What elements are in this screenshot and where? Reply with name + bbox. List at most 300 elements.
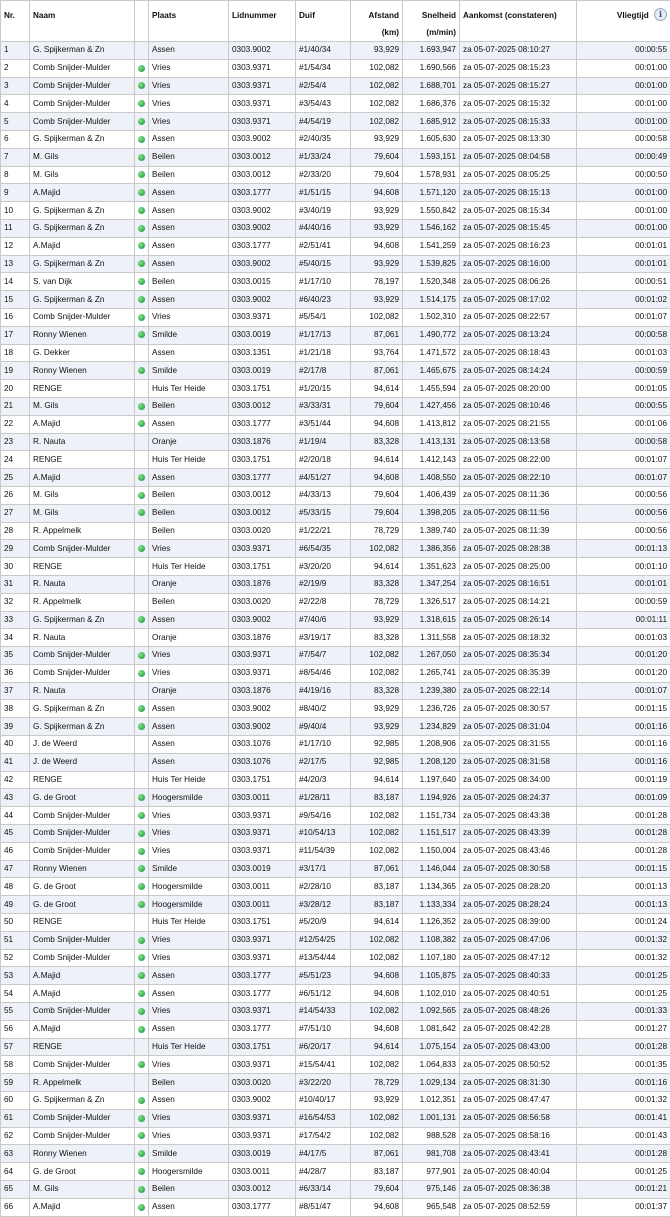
cell-afstand: 93,764 <box>351 344 403 362</box>
cell-nr: 38 <box>1 700 30 718</box>
cell-naam: Comb Snijder-Mulder <box>30 664 135 682</box>
table-row[interactable] <box>1 184 670 202</box>
cell-plaats: Vries <box>149 842 229 860</box>
cell-aankomst: za 05-07-2025 08:35:39 <box>460 664 577 682</box>
cell-vliegtijd: 00:00:58 <box>577 326 670 344</box>
cell-status <box>135 860 149 878</box>
table-row[interactable] <box>1 469 670 487</box>
cell-lidnummer: 0303.9371 <box>229 308 296 326</box>
cell-duif: #6/20/17 <box>296 1038 351 1056</box>
table-row[interactable] <box>1 807 670 825</box>
status-dot-icon <box>138 171 145 178</box>
cell-nr: 12 <box>1 237 30 255</box>
cell-vliegtijd: 00:01:11 <box>577 611 670 629</box>
cell-naam: Comb Snijder-Mulder <box>30 1109 135 1127</box>
cell-vliegtijd: 00:01:32 <box>577 949 670 967</box>
cell-duif: #14/54/33 <box>296 1003 351 1021</box>
cell-status <box>135 700 149 718</box>
table-row[interactable] <box>1 1003 670 1021</box>
cell-snelheid: 1.234,829 <box>403 718 460 736</box>
cell-plaats: Beilen <box>149 148 229 166</box>
table-row[interactable] <box>1 789 670 807</box>
cell-plaats: Beilen <box>149 486 229 504</box>
cell-naam: R. Nauta <box>30 682 135 700</box>
cell-lidnummer: 0303.9371 <box>229 95 296 113</box>
cell-nr: 16 <box>1 308 30 326</box>
cell-naam: G. Spijkerman & Zn <box>30 1092 135 1110</box>
cell-plaats: Assen <box>149 130 229 148</box>
cell-status <box>135 130 149 148</box>
table-row[interactable] <box>1 1127 670 1145</box>
cell-naam: Ronny Wienen <box>30 362 135 380</box>
cell-naam: G. Spijkerman & Zn <box>30 219 135 237</box>
cell-status <box>135 184 149 202</box>
cell-nr: 7 <box>1 148 30 166</box>
cell-nr: 9 <box>1 184 30 202</box>
cell-snelheid: 1.546,162 <box>403 219 460 237</box>
table-row[interactable] <box>1 59 670 77</box>
cell-snelheid: 1.550,842 <box>403 202 460 220</box>
cell-lidnummer: 0303.9371 <box>229 1109 296 1127</box>
cell-vliegtijd: 00:01:09 <box>577 789 670 807</box>
cell-nr: 2 <box>1 59 30 77</box>
cell-plaats: Beilen <box>149 504 229 522</box>
cell-vliegtijd: 00:01:35 <box>577 1056 670 1074</box>
cell-lidnummer: 0303.9002 <box>229 611 296 629</box>
cell-status <box>135 540 149 558</box>
table-row[interactable] <box>1 575 670 593</box>
cell-snelheid: 1.686,376 <box>403 95 460 113</box>
cell-plaats: Vries <box>149 949 229 967</box>
snelheid-label: Snelheid <box>422 11 456 20</box>
cell-status <box>135 896 149 914</box>
cell-nr: 35 <box>1 647 30 665</box>
table-row[interactable] <box>1 95 670 113</box>
table-row[interactable] <box>1 202 670 220</box>
cell-lidnummer: 0303.9002 <box>229 700 296 718</box>
table-row[interactable] <box>1 647 670 665</box>
cell-naam: Ronny Wienen <box>30 860 135 878</box>
table-row[interactable] <box>1 985 670 1003</box>
cell-naam: Comb Snijder-Mulder <box>30 1127 135 1145</box>
cell-aankomst: za 05-07-2025 08:50:52 <box>460 1056 577 1074</box>
cell-aankomst: za 05-07-2025 08:15:34 <box>460 202 577 220</box>
cell-plaats: Smilde <box>149 326 229 344</box>
cell-nr: 50 <box>1 914 30 932</box>
cell-nr: 54 <box>1 985 30 1003</box>
table-row[interactable] <box>1 664 670 682</box>
cell-lidnummer: 0303.0011 <box>229 878 296 896</box>
column-header-nr[interactable]: Nr. <box>1 1 30 42</box>
cell-plaats: Assen <box>149 753 229 771</box>
cell-duif: #3/33/31 <box>296 397 351 415</box>
cell-vliegtijd: 00:01:25 <box>577 967 670 985</box>
table-row[interactable] <box>1 558 670 576</box>
cell-naam: G. Dekker <box>30 344 135 362</box>
cell-afstand: 93,929 <box>351 219 403 237</box>
cell-nr: 15 <box>1 291 30 309</box>
cell-snelheid: 1.685,912 <box>403 113 460 131</box>
cell-vliegtijd: 00:01:07 <box>577 682 670 700</box>
cell-afstand: 94,608 <box>351 967 403 985</box>
table-row[interactable] <box>1 522 670 540</box>
cell-nr: 19 <box>1 362 30 380</box>
table-row[interactable] <box>1 842 670 860</box>
cell-plaats: Assen <box>149 700 229 718</box>
cell-lidnummer: 0303.0019 <box>229 362 296 380</box>
status-dot-icon <box>138 331 145 338</box>
status-dot-icon <box>138 82 145 89</box>
cell-status <box>135 629 149 647</box>
cell-snelheid: 1.398,205 <box>403 504 460 522</box>
cell-snelheid: 1.064,833 <box>403 1056 460 1074</box>
cell-duif: #3/22/20 <box>296 1074 351 1092</box>
table-header-row <box>1 1 670 42</box>
cell-lidnummer: 0303.9002 <box>229 255 296 273</box>
cell-snelheid: 1.134,365 <box>403 878 460 896</box>
cell-plaats: Smilde <box>149 1145 229 1163</box>
table-row[interactable] <box>1 914 670 932</box>
status-dot-icon <box>138 545 145 552</box>
table-row[interactable] <box>1 878 670 896</box>
cell-naam: A.Majid <box>30 1020 135 1038</box>
cell-naam: Comb Snijder-Mulder <box>30 1056 135 1074</box>
cell-lidnummer: 0303.0012 <box>229 397 296 415</box>
status-dot-icon <box>138 616 145 623</box>
table-row[interactable] <box>1 1163 670 1181</box>
cell-aankomst: za 05-07-2025 08:31:30 <box>460 1074 577 1092</box>
cell-vliegtijd: 00:01:01 <box>577 255 670 273</box>
cell-duif: #4/54/19 <box>296 113 351 131</box>
cell-afstand: 94,614 <box>351 771 403 789</box>
cell-status <box>135 42 149 60</box>
table-row[interactable] <box>1 1145 670 1163</box>
cell-vliegtijd: 00:01:37 <box>577 1198 670 1216</box>
cell-aankomst: za 05-07-2025 08:48:26 <box>460 1003 577 1021</box>
cell-status <box>135 433 149 451</box>
cell-plaats: Vries <box>149 1127 229 1145</box>
cell-lidnummer: 0303.9002 <box>229 130 296 148</box>
cell-nr: 11 <box>1 219 30 237</box>
table-row[interactable] <box>1 77 670 95</box>
cell-lidnummer: 0303.9002 <box>229 718 296 736</box>
cell-vliegtijd: 00:01:00 <box>577 202 670 220</box>
cell-vliegtijd: 00:01:07 <box>577 469 670 487</box>
cell-vliegtijd: 00:01:25 <box>577 1163 670 1181</box>
column-header-aankomst[interactable]: Aankomst (constateren) <box>460 1 577 42</box>
cell-lidnummer: 0303.1777 <box>229 967 296 985</box>
cell-afstand: 78,197 <box>351 273 403 291</box>
cell-lidnummer: 0303.9371 <box>229 647 296 665</box>
cell-lidnummer: 0303.9002 <box>229 291 296 309</box>
cell-vliegtijd: 00:01:10 <box>577 558 670 576</box>
cell-naam: Comb Snijder-Mulder <box>30 931 135 949</box>
cell-aankomst: za 05-07-2025 08:58:16 <box>460 1127 577 1145</box>
cell-snelheid: 1.347,254 <box>403 575 460 593</box>
cell-vliegtijd: 00:01:13 <box>577 878 670 896</box>
cell-vliegtijd: 00:01:03 <box>577 344 670 362</box>
status-dot-icon <box>138 830 145 837</box>
table-row[interactable] <box>1 1092 670 1110</box>
cell-duif: #4/40/16 <box>296 219 351 237</box>
cell-vliegtijd: 00:00:58 <box>577 433 670 451</box>
table-row[interactable] <box>1 397 670 415</box>
table-row[interactable] <box>1 611 670 629</box>
cell-status <box>135 593 149 611</box>
table-row[interactable] <box>1 1020 670 1038</box>
cell-lidnummer: 0303.1751 <box>229 1038 296 1056</box>
cell-status <box>135 1038 149 1056</box>
table-row[interactable] <box>1 1056 670 1074</box>
cell-aankomst: za 05-07-2025 08:22:14 <box>460 682 577 700</box>
cell-nr: 41 <box>1 753 30 771</box>
status-dot-icon <box>138 705 145 712</box>
cell-duif: #1/17/13 <box>296 326 351 344</box>
table-row[interactable] <box>1 1181 670 1199</box>
table-row[interactable] <box>1 1038 670 1056</box>
cell-afstand: 93,929 <box>351 202 403 220</box>
cell-vliegtijd: 00:00:59 <box>577 593 670 611</box>
table-row[interactable] <box>1 166 670 184</box>
cell-aankomst: za 05-07-2025 08:11:56 <box>460 504 577 522</box>
cell-aankomst: za 05-07-2025 08:15:13 <box>460 184 577 202</box>
cell-aankomst: za 05-07-2025 08:35:34 <box>460 647 577 665</box>
cell-status <box>135 95 149 113</box>
table-row[interactable] <box>1 362 670 380</box>
cell-naam: J. de Weerd <box>30 753 135 771</box>
cell-aankomst: za 05-07-2025 08:17:02 <box>460 291 577 309</box>
table-row[interactable] <box>1 931 670 949</box>
cell-snelheid: 1.389,740 <box>403 522 460 540</box>
cell-afstand: 93,929 <box>351 42 403 60</box>
table-row[interactable] <box>1 291 670 309</box>
cell-afstand: 79,604 <box>351 166 403 184</box>
cell-afstand: 87,061 <box>351 1145 403 1163</box>
status-dot-icon <box>138 100 145 107</box>
cell-naam: R. Nauta <box>30 575 135 593</box>
cell-lidnummer: 0303.1777 <box>229 237 296 255</box>
cell-afstand: 87,061 <box>351 860 403 878</box>
table-row[interactable] <box>1 771 670 789</box>
table-row[interactable] <box>1 896 670 914</box>
cell-duif: #1/19/4 <box>296 433 351 451</box>
cell-plaats: Vries <box>149 1056 229 1074</box>
cell-snelheid: 1.126,352 <box>403 914 460 932</box>
cell-nr: 28 <box>1 522 30 540</box>
cell-nr: 37 <box>1 682 30 700</box>
cell-naam: A.Majid <box>30 237 135 255</box>
status-dot-icon <box>138 723 145 730</box>
cell-vliegtijd: 00:01:05 <box>577 380 670 398</box>
cell-lidnummer: 0303.9371 <box>229 77 296 95</box>
cell-duif: #3/17/1 <box>296 860 351 878</box>
cell-status <box>135 682 149 700</box>
cell-vliegtijd: 00:01:02 <box>577 291 670 309</box>
cell-duif: #2/19/9 <box>296 575 351 593</box>
table-row[interactable] <box>1 113 670 131</box>
cell-naam: A.Majid <box>30 1198 135 1216</box>
cell-nr: 66 <box>1 1198 30 1216</box>
cell-vliegtijd: 00:01:32 <box>577 931 670 949</box>
cell-afstand: 94,614 <box>351 1038 403 1056</box>
cell-plaats: Vries <box>149 77 229 95</box>
cell-plaats: Assen <box>149 237 229 255</box>
table-row[interactable] <box>1 682 670 700</box>
column-header-plaats[interactable]: Plaats <box>149 1 229 42</box>
cell-afstand: 102,082 <box>351 1127 403 1145</box>
cell-afstand: 94,614 <box>351 914 403 932</box>
table-row[interactable] <box>1 700 670 718</box>
cell-naam: Comb Snijder-Mulder <box>30 113 135 131</box>
status-dot-icon <box>138 296 145 303</box>
table-row[interactable] <box>1 326 670 344</box>
table-row[interactable] <box>1 237 670 255</box>
column-header-snelheid[interactable] <box>403 1 460 42</box>
cell-lidnummer: 0303.9371 <box>229 59 296 77</box>
cell-naam: R. Nauta <box>30 629 135 647</box>
table-row[interactable] <box>1 1074 670 1092</box>
column-header-vliegtijd[interactable] <box>577 1 670 42</box>
cell-naam: R. Appelmelk <box>30 593 135 611</box>
cell-afstand: 94,608 <box>351 237 403 255</box>
cell-naam: Comb Snijder-Mulder <box>30 807 135 825</box>
table-row[interactable] <box>1 504 670 522</box>
table-row[interactable] <box>1 593 670 611</box>
cell-aankomst: za 05-07-2025 08:31:55 <box>460 736 577 754</box>
cell-status <box>135 451 149 469</box>
cell-snelheid: 988,528 <box>403 1127 460 1145</box>
status-dot-icon <box>138 1168 145 1175</box>
cell-vliegtijd: 00:01:00 <box>577 113 670 131</box>
cell-aankomst: za 05-07-2025 08:22:57 <box>460 308 577 326</box>
cell-afstand: 93,929 <box>351 611 403 629</box>
table-row[interactable] <box>1 967 670 985</box>
table-row[interactable] <box>1 308 670 326</box>
cell-nr: 59 <box>1 1074 30 1092</box>
cell-status <box>135 825 149 843</box>
cell-lidnummer: 0303.0012 <box>229 166 296 184</box>
table-row[interactable] <box>1 1109 670 1127</box>
cell-duif: #8/54/46 <box>296 664 351 682</box>
cell-afstand: 102,082 <box>351 931 403 949</box>
cell-status <box>135 1198 149 1216</box>
cell-naam: Ronny Wienen <box>30 326 135 344</box>
cell-lidnummer: 0303.9371 <box>229 949 296 967</box>
cell-snelheid: 1.386,356 <box>403 540 460 558</box>
cell-lidnummer: 0303.9371 <box>229 540 296 558</box>
cell-snelheid: 1.208,120 <box>403 753 460 771</box>
cell-naam: Comb Snijder-Mulder <box>30 1003 135 1021</box>
column-header-afstand[interactable] <box>351 1 403 42</box>
cell-aankomst: za 05-07-2025 08:31:58 <box>460 753 577 771</box>
cell-nr: 29 <box>1 540 30 558</box>
cell-lidnummer: 0303.9371 <box>229 664 296 682</box>
table-row[interactable] <box>1 1198 670 1216</box>
column-header-naam[interactable]: Naam <box>30 1 135 42</box>
cell-afstand: 102,082 <box>351 825 403 843</box>
cell-naam: RENGE <box>30 451 135 469</box>
table-row[interactable] <box>1 130 670 148</box>
cell-vliegtijd: 00:01:21 <box>577 1181 670 1199</box>
cell-naam: RENGE <box>30 1038 135 1056</box>
status-dot-icon <box>138 1204 145 1211</box>
cell-aankomst: za 05-07-2025 08:15:23 <box>460 59 577 77</box>
cell-status <box>135 255 149 273</box>
cell-nr: 34 <box>1 629 30 647</box>
cell-vliegtijd: 00:01:32 <box>577 1092 670 1110</box>
table-row[interactable] <box>1 486 670 504</box>
cell-plaats: Beilen <box>149 522 229 540</box>
cell-status <box>135 202 149 220</box>
table-row[interactable] <box>1 344 670 362</box>
cell-naam: Comb Snijder-Mulder <box>30 949 135 967</box>
cell-aankomst: za 05-07-2025 08:47:12 <box>460 949 577 967</box>
table-row[interactable] <box>1 148 670 166</box>
table-row[interactable] <box>1 736 670 754</box>
table-row[interactable] <box>1 42 670 60</box>
cell-afstand: 94,608 <box>351 469 403 487</box>
table-row[interactable] <box>1 629 670 647</box>
cell-snelheid: 1.427,456 <box>403 397 460 415</box>
table-row[interactable] <box>1 753 670 771</box>
cell-nr: 43 <box>1 789 30 807</box>
info-icon[interactable]: i <box>654 8 667 21</box>
status-dot-icon <box>138 972 145 979</box>
cell-snelheid: 1.075,154 <box>403 1038 460 1056</box>
cell-snelheid: 1.688,701 <box>403 77 460 95</box>
cell-afstand: 83,328 <box>351 575 403 593</box>
table-row[interactable] <box>1 718 670 736</box>
table-row[interactable] <box>1 255 670 273</box>
cell-duif: #1/54/34 <box>296 59 351 77</box>
cell-plaats: Smilde <box>149 362 229 380</box>
cell-lidnummer: 0303.1876 <box>229 629 296 647</box>
table-row[interactable] <box>1 860 670 878</box>
cell-afstand: 83,328 <box>351 629 403 647</box>
cell-snelheid: 1.351,623 <box>403 558 460 576</box>
table-row[interactable] <box>1 380 670 398</box>
table-row[interactable] <box>1 451 670 469</box>
column-header-lidnummer[interactable]: Lidnummer <box>229 1 296 42</box>
cell-status <box>135 1020 149 1038</box>
cell-nr: 14 <box>1 273 30 291</box>
cell-lidnummer: 0303.1751 <box>229 558 296 576</box>
cell-vliegtijd: 00:00:51 <box>577 273 670 291</box>
table-row[interactable] <box>1 540 670 558</box>
cell-afstand: 94,608 <box>351 985 403 1003</box>
cell-afstand: 102,082 <box>351 1056 403 1074</box>
cell-aankomst: za 05-07-2025 08:20:00 <box>460 380 577 398</box>
cell-afstand: 102,082 <box>351 664 403 682</box>
cell-vliegtijd: 00:01:24 <box>577 914 670 932</box>
cell-duif: #3/28/12 <box>296 896 351 914</box>
table-row[interactable] <box>1 433 670 451</box>
status-dot-icon <box>138 794 145 801</box>
column-header-duif[interactable]: Duif <box>296 1 351 42</box>
cell-aankomst: za 05-07-2025 08:31:04 <box>460 718 577 736</box>
table-row[interactable] <box>1 415 670 433</box>
table-row[interactable] <box>1 273 670 291</box>
cell-naam: G. Spijkerman & Zn <box>30 42 135 60</box>
cell-naam: R. Appelmelk <box>30 1074 135 1092</box>
table-row[interactable] <box>1 949 670 967</box>
cell-vliegtijd: 00:00:50 <box>577 166 670 184</box>
cell-duif: #2/17/8 <box>296 362 351 380</box>
table-row[interactable] <box>1 825 670 843</box>
cell-plaats: Assen <box>149 184 229 202</box>
cell-aankomst: za 05-07-2025 08:34:00 <box>460 771 577 789</box>
table-row[interactable] <box>1 219 670 237</box>
